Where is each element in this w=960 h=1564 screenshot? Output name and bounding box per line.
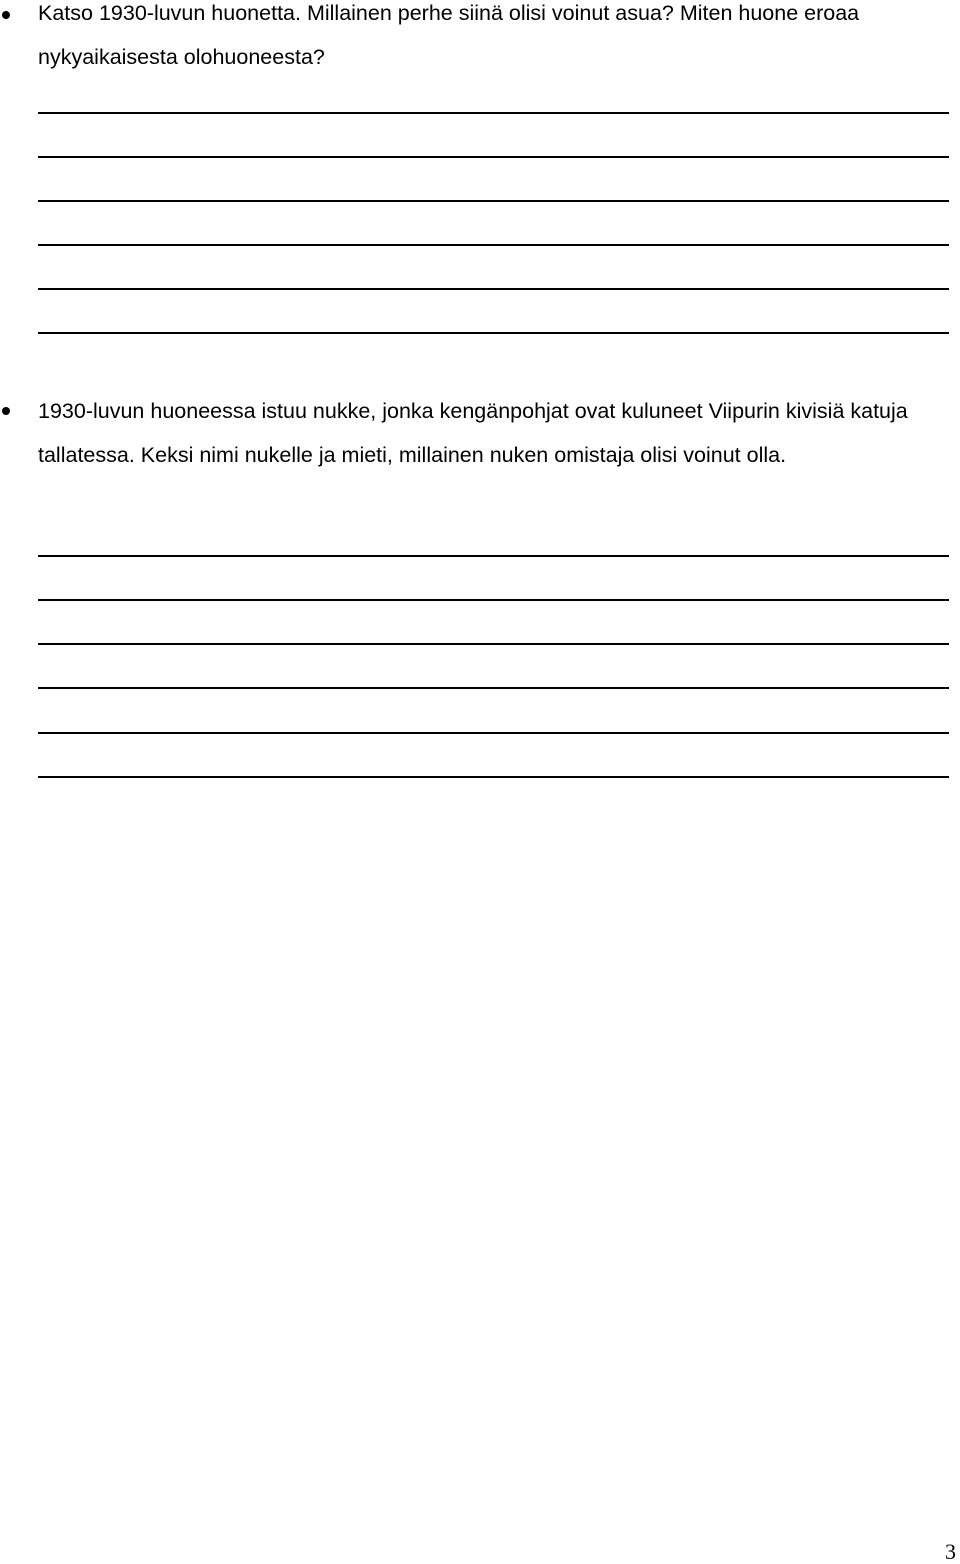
answer-line[interactable] — [38, 555, 949, 557]
answer-line[interactable] — [38, 156, 949, 158]
bullet-icon — [2, 407, 10, 415]
answer-line[interactable] — [38, 599, 949, 601]
answer-line[interactable] — [38, 244, 949, 246]
bullet-icon — [2, 11, 10, 19]
answer-line[interactable] — [38, 776, 949, 778]
answer-line[interactable] — [38, 112, 949, 114]
question-1-text: Katso 1930-luvun huonetta. Millainen perhe siinä olisi voinut asua? Miten huone eroaa nykyaikaisesta olohuoneesta? — [38, 1, 860, 69]
question-2-text: 1930-luvun huoneessa istuu nukke, jonka kengänpohjat ovat kuluneet Viipurin kivisiä katuja tallatessa. Keksi nimi nukelle ja mieti, millainen nuken omistaja olisi voinut olla. — [38, 399, 908, 467]
answer-line[interactable] — [38, 643, 949, 645]
answer-line[interactable] — [38, 732, 949, 734]
page-number: 3 — [945, 1539, 956, 1564]
answer-line[interactable] — [38, 332, 949, 334]
answer-line[interactable] — [38, 687, 949, 689]
answer-line[interactable] — [38, 200, 949, 202]
answer-line[interactable] — [38, 288, 949, 290]
